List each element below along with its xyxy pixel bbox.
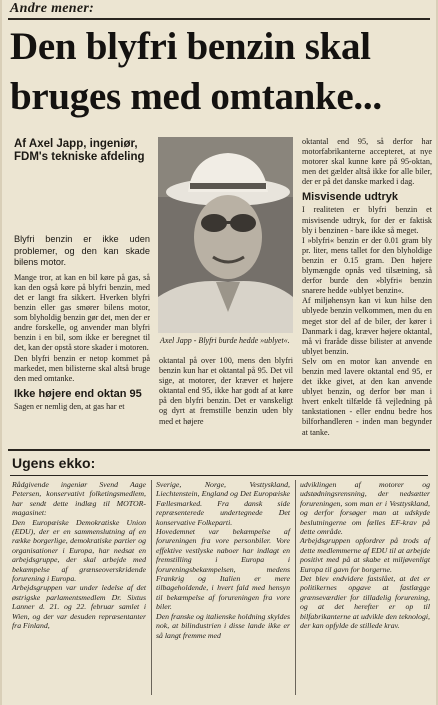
newspaper-clipping [2, 0, 436, 705]
portrait-illustration [158, 137, 293, 333]
paragraph: Mange tror, at kan en bil køre på gas, så kan den også køre på blyfri benzin, med det er langt fra sikkert. Hverken blyfri benzin eller gas smører bilens motor, som blyholdig benzin gør det, men der er andre forskelle, og anvender man blyfri benzin i en bil, som ikke er beregnet til det, kan der opstå store skader i motoren. [14, 272, 150, 353]
echo-rule [10, 475, 428, 476]
column-divider [295, 480, 296, 695]
paragraph: oktantal på over 100, mens den blyfri benzin kun har et oktantal på 95. Det vil sige, at motorer, der kræver et højere oktantal end 95, ikke har godt af at køre på den blyfri benzin. Det er vanskeligt og dyrt at fremstille benzin uden bly med et højere [159, 356, 293, 426]
paragraph: Af miljøhensyn kan vi kun hilse den ublyede benzin velkommen, men du en meget stor del af de biler, der kører i Danmark i dag, kræver højere oktantal, må vi fraråde disse bilister at anvende ublyet benzin. [302, 296, 432, 356]
paragraph: Den blyfri benzin er netop kommet på markedet, men bilisterne skal altså bruge den med omtanke. [14, 353, 150, 383]
paragraph: udviklingen af motorer og udstødningsrensning, der nedsætter forureningen, som man er i Vesttyskland, og derfor forsøger man at udskyde beslutningerne om fælles EF-krav på dette område. [300, 480, 430, 537]
echo-column-3 [300, 480, 430, 631]
echo-column-1 [12, 480, 146, 631]
headline: Den blyfri benzin skal bruges med omtanke... [10, 25, 382, 118]
paragraph: Hovedemnet var bekæmpelse af forureningen fra vore personbiler. Vore effektive vestlyske naboer har indlagt en fremstilling i Europa i forureningsbekæmpelsen, medens Frankrig og Italien er mere tilbageholdende, i hvert fald med hensyn til bekæmpelse af forureningen fra vore biler. [156, 527, 290, 612]
paragraph: Sverige, Norge, Vesttyskland, Liechtenstein, England og Det Europæiske Fællesmarked. Fra dansk side repræsenterede undertegnede Det konservative Folkeparti. [156, 480, 290, 527]
lead-paragraph: Blyfri benzin er ikke uden problemer, og den kan skade bilens motor. [14, 234, 150, 268]
subheading: Ikke højere end oktan 95 [14, 387, 142, 400]
article-column-1 [14, 234, 150, 412]
paragraph: Den franske og italienske holdning skyldes nok, at bilindustrien i disse lande ikke er så langt fremme med [156, 611, 290, 640]
section-label: Andre mener: [10, 1, 95, 16]
paragraph: I realiteten er blyfri benzin et misvisende udtryk, for der er faktisk bly i benzinen - bare ikke så meget. [302, 205, 432, 235]
section-rule [8, 449, 430, 451]
paragraph: I »blyfri« benzin er der 0.01 gram bly pr. liter, mens tallet for den blyholdige benzin er 0.15 gram. Den højere blymængde opnås ved tilsætning, så derfor burde den »blyfri« benzin snarere hedde »ublyet benzin«. [302, 235, 432, 296]
echo-title: Ugens ekko: [12, 455, 96, 471]
paragraph: Arbejdsgruppen opfordrer på trods af dette medlemmerne af EDU til at arbejde positivt med på at skabe et miljøvenligt Europa til gavn for borgerne. [300, 536, 430, 574]
paragraph: Arbejdsgruppen var under ledelse af det østrigske parlamentsmedlem Dr. Sixtus Lanner d. 21. og 22. februar samlet i Wien, og der var desuden repræsentanter fra Finland, [12, 583, 146, 631]
author-photo [158, 137, 293, 333]
paragraph: Selv om en motor kan anvende en benzin med lavere oktantal end 95, er det ikke givet, at den kan anvende ublyet benzin, og derfor bør man i hvert enkelt tilfælde få vejledning på tankstationen - eller endnu bedre hos bilforhandleren - inden man begynder at tanke. [302, 356, 432, 437]
article-column-3 [302, 137, 432, 438]
paragraph: oktantal end 95, så derfor har motorfabrikanterne accepteret, at nye motorer skal kunne køre på 95-oktan, men det gælder altså ikke for alle biler, der er på det danske marked i dag. [302, 137, 432, 187]
top-rule [8, 18, 430, 20]
subheading: Misvisende udtryk [302, 191, 398, 204]
echo-column-2 [156, 480, 290, 640]
article-column-2 [159, 356, 293, 427]
byline: Af Axel Japp, ingeniør, FDM's tekniske afdeling [14, 138, 145, 163]
paragraph: Det blev endvidere fastslået, at det er politikernes opgave at fastlægge grænseværdier for tilladelig forurening, og at det herefter er op til bilfabrikanterne at udvikle den teknologi, der kan opfylde de stillede krav. [300, 574, 430, 631]
column-divider [151, 480, 152, 695]
photo-caption: Axel Japp - Blyfri burde hedde »ublyet«. [160, 336, 290, 345]
paragraph: Den Europæiske Demokratiske Union (EDU), der er en sammenslutning af en række borgerlige, demokratiske partier og organisationer i Europa, har nedsat en arbejdsgruppe, der skal arbejde med bekæmpelse af grænseoverskridende forurening i Europa. [12, 517, 146, 584]
paragraph: Rådgivende ingeniør Svend Aage Petersen, konservativt folketingsmedlem, har sendt dette indlæg til MOTOR-magasinet: [12, 480, 146, 518]
paragraph: Sagen er nemlig den, at gas har et [14, 401, 125, 411]
